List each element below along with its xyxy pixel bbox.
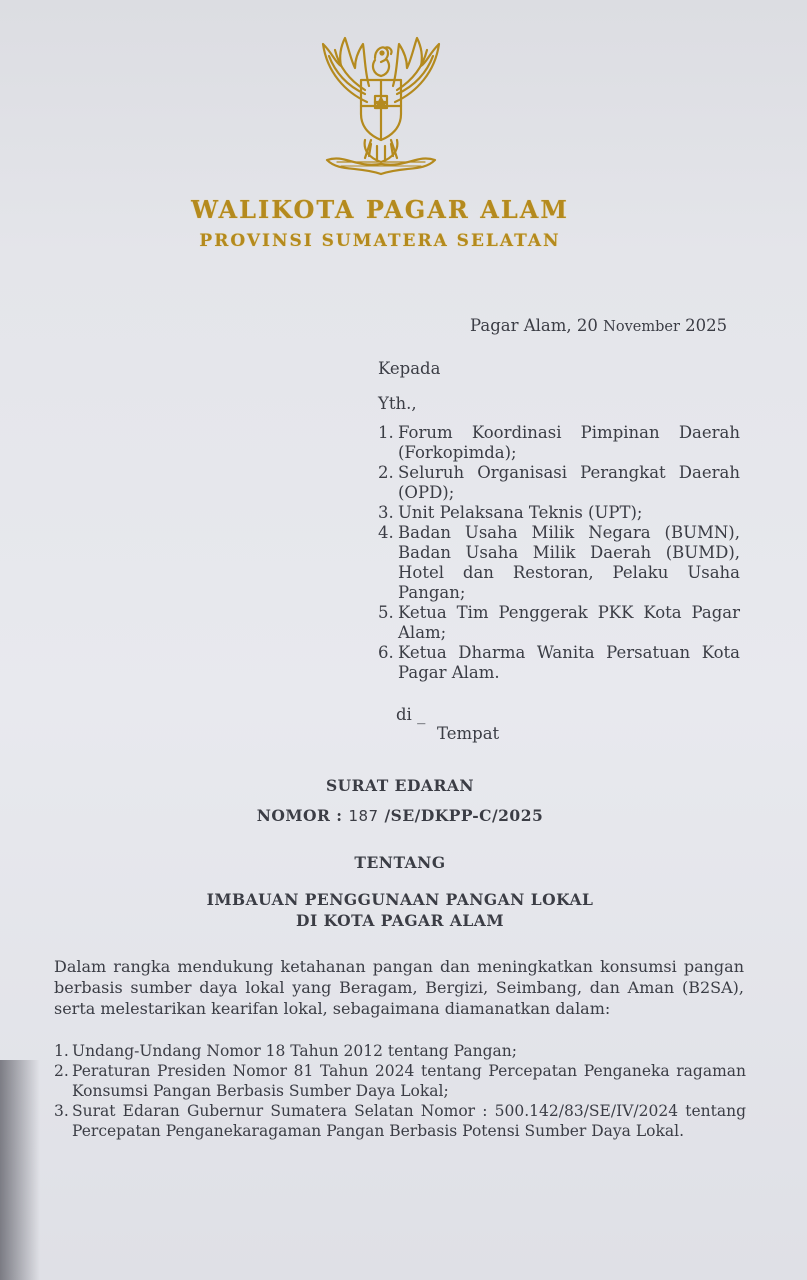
recipient-item-number: 3. xyxy=(378,503,394,522)
recipient-item xyxy=(378,423,740,463)
reference-item xyxy=(54,1061,746,1101)
recipient-item-text: Badan Usaha Milik Negara (BUMN), Badan Usaha Milik Daerah (BUMD), Hotel dan Restoran, Pelaku Usaha Pangan; xyxy=(398,523,740,602)
letterhead-subtitle: PROVINSI SUMATERA SELATAN xyxy=(199,231,561,251)
date-month: November xyxy=(603,319,680,335)
reference-item-number: 1. xyxy=(54,1042,69,1060)
recipient-item xyxy=(378,523,740,603)
recipient-item-text: Forum Koordinasi Pimpinan Daerah (Forkopimda); xyxy=(398,423,740,462)
recipient-item-text: Ketua Dharma Wanita Persatuan Kota Pagar Alam. xyxy=(398,643,740,682)
reference-item xyxy=(54,1101,746,1141)
recipient-item xyxy=(378,463,740,503)
date-day: 20 xyxy=(576,316,598,335)
recipient-item-number: 4. xyxy=(378,523,394,542)
letter-number-label: NOMOR : xyxy=(256,806,343,825)
body-paragraph: Dalam rangka mendukung ketahanan pangan dan meningkatkan konsumsi pangan berbasis sumber daya lokal yang Beragam, Bergizi, Seimbang, dan Aman (B2SA), serta melestarikan kearifan lokal, sebagaimana diamanatkan dalam: xyxy=(54,957,744,1018)
date-line xyxy=(470,316,727,335)
reference-item-number: 2. xyxy=(54,1062,69,1080)
reference-item-text: Undang-Undang Nomor 18 Tahun 2012 tentang Pangan; xyxy=(72,1042,517,1060)
date-place: Pagar Alam, xyxy=(470,316,572,335)
recipient-item xyxy=(378,603,740,643)
recipient-item-number: 1. xyxy=(378,423,394,442)
recipient-item-number: 6. xyxy=(378,643,394,662)
letter-number xyxy=(0,806,800,825)
reference-item-text: Surat Edaran Gubernur Sumatera Selatan Nomor : 500.142/83/SE/IV/2024 tentang Percepatan Penganekaragaman Pangan Berbasis Potensi Sumber Daya Lokal. xyxy=(72,1102,746,1140)
page-shadow xyxy=(0,1060,40,1280)
recipient-item-number: 2. xyxy=(378,463,394,482)
letterhead-title: WALIKOTA PAGAR ALAM xyxy=(191,195,569,224)
reference-item-text: Peraturan Presiden Nomor 81 Tahun 2024 tentang Percepatan Penganeka ragaman Konsumsi Pangan Berbasis Sumber Daya Lokal; xyxy=(72,1062,746,1100)
reference-item-number: 3. xyxy=(54,1102,69,1120)
recipient-item xyxy=(378,503,740,523)
letter-number-handwritten: 187 xyxy=(348,807,379,825)
recipient-item-number: 5. xyxy=(378,603,394,622)
recipient-list xyxy=(378,423,740,683)
letter-subject-line-2: DI KOTA PAGAR ALAM xyxy=(296,911,504,930)
letter-type: SURAT EDARAN xyxy=(325,776,475,795)
recipient-di: di _ xyxy=(396,705,426,724)
recipient-kepada: Kepada xyxy=(378,359,441,378)
reference-item xyxy=(54,1041,746,1061)
letter-tentang: TENTANG xyxy=(354,853,446,872)
garuda-emblem-icon xyxy=(305,32,457,182)
recipient-item xyxy=(378,643,740,683)
recipient-item-text: Unit Pelaksana Teknis (UPT); xyxy=(398,503,643,522)
date-year: 2025 xyxy=(685,316,728,335)
letter-subject-line-1: IMBAUAN PENGGUNAAN PANGAN LOKAL xyxy=(206,890,594,909)
letter-number-suffix: /SE/DKPP-C/2025 xyxy=(384,806,544,825)
reference-list xyxy=(54,1041,746,1141)
recipient-item-text: Seluruh Organisasi Perangkat Daerah (OPD); xyxy=(398,463,740,502)
recipient-yth: Yth., xyxy=(378,394,417,413)
recipient-tempat: Tempat xyxy=(437,724,500,743)
recipient-item-text: Ketua Tim Penggerak PKK Kota Pagar Alam; xyxy=(398,603,740,642)
